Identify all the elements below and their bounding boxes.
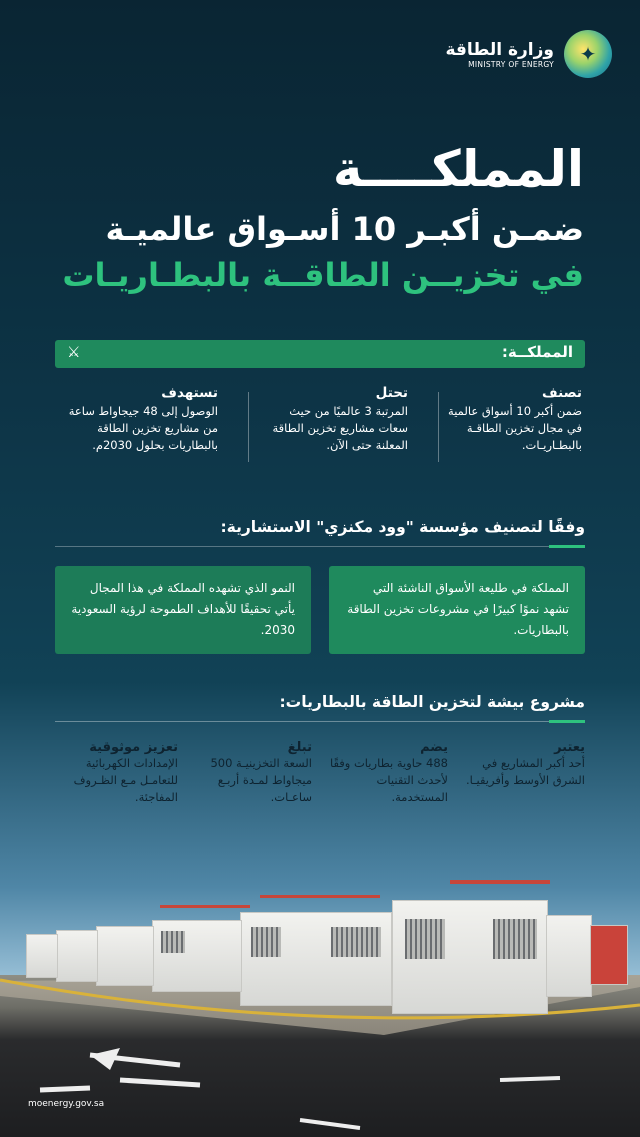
footer-url: moenergy.gov.sa: [28, 1099, 105, 1109]
ministry-name: [445, 40, 554, 69]
ministry-logo: [445, 30, 612, 78]
bisha-col-containers: [326, 740, 448, 806]
title-line-2: ضمـن أكبـر 10 أسـواق عالميـة: [105, 210, 584, 248]
battery-container: [240, 912, 392, 1006]
battery-container: [26, 934, 58, 978]
divider-accent: [549, 720, 585, 723]
ministry-name-ar: وزارة الطاقة: [445, 39, 554, 60]
col-body: 488 حاوية بطاريات وفقًا لأحدث التقنيات المستخدمة.: [329, 756, 448, 804]
col-body: الإمدادات الكهربائية للتعامـل مـع الظـروف المفاجئة.: [73, 756, 178, 804]
col-heading: تصنف: [542, 385, 582, 401]
col-heading: تعزيز موثوقية: [89, 740, 178, 755]
ministry-name-en: MINISTRY OF ENERGY: [468, 59, 554, 69]
col-body: المرتبة 3 عالميًا من حيث سعات مشاريع تخزين الطاقة المعلنة حتى الآن.: [272, 404, 408, 452]
kingdom-col-target: [58, 385, 218, 454]
container-rail: [160, 905, 250, 908]
col-body: السعة التخزينيـة 500 ميجاواط لمـدة أربـع ساعـات.: [210, 756, 312, 804]
col-heading: تحتل: [375, 385, 408, 401]
col-body: ضمن أكبر 10 أسواق عالمية في مجال تخزين الطاقـة بالبطـاريـات.: [448, 404, 582, 452]
battery-container: [96, 926, 154, 986]
container-rail: [450, 880, 550, 884]
ministry-emblem-icon: ✦: [564, 30, 612, 78]
col-body: الوصول إلى 48 جيجاواط ساعة من مشاريع تخزين الطاقة بالبطاريات بحلول 2030م.: [68, 404, 218, 452]
title-line-3: في تخزيــن الطاقــة بالبطـاريـات: [62, 256, 584, 294]
col-heading: يعتبر: [554, 740, 585, 755]
kingdom-col-rank: [434, 385, 582, 454]
wood-section-heading: وفقًا لتصنيف مؤسسة "وود مكنزي" الاستشارية:: [220, 518, 585, 536]
col-body: أحد أكبر المشاريع في الشرق الأوسط وأفريقيـا.: [465, 756, 585, 787]
divider: [55, 546, 585, 547]
kingdom-col-position: [260, 385, 408, 454]
battery-container-red: [590, 925, 628, 985]
title-line-1: المملكــــة: [332, 140, 584, 198]
divider: [55, 721, 585, 722]
column-divider: [248, 392, 249, 462]
bisha-col-reliability: [53, 740, 178, 806]
battery-container: [56, 930, 98, 982]
col-heading: يضم: [420, 740, 448, 755]
kingdom-section-label: المملكــة:: [501, 343, 573, 361]
battery-container: [392, 900, 548, 1014]
bisha-col-capacity: [190, 740, 312, 806]
divider-accent: [549, 545, 585, 548]
battery-container: [546, 915, 592, 997]
container-rail: [260, 895, 380, 898]
kingdom-section-bar: [55, 340, 585, 368]
column-divider: [438, 392, 439, 462]
palm-swords-icon: ⚔: [67, 343, 81, 361]
col-heading: تستهدف: [161, 385, 218, 401]
bisha-col-largest: [463, 740, 585, 789]
col-heading: تبلغ: [287, 740, 312, 755]
bisha-section-heading: مشروع بيشة لتخزين الطاقة بالبطاريات:: [279, 693, 585, 711]
wood-card-emerging: المملكة في طليعة الأسواق الناشئة التي تشهد نموًا كبيرًا في مشروعات تخزين الطاقة بالبطاريات.: [329, 566, 585, 654]
wood-card-vision: النمو الذي تشهده المملكة في هذا المجال يأتي تحقيقًا للأهداف الطموحة لرؤية السعودية 2030.: [55, 566, 311, 654]
battery-container: [152, 920, 242, 992]
